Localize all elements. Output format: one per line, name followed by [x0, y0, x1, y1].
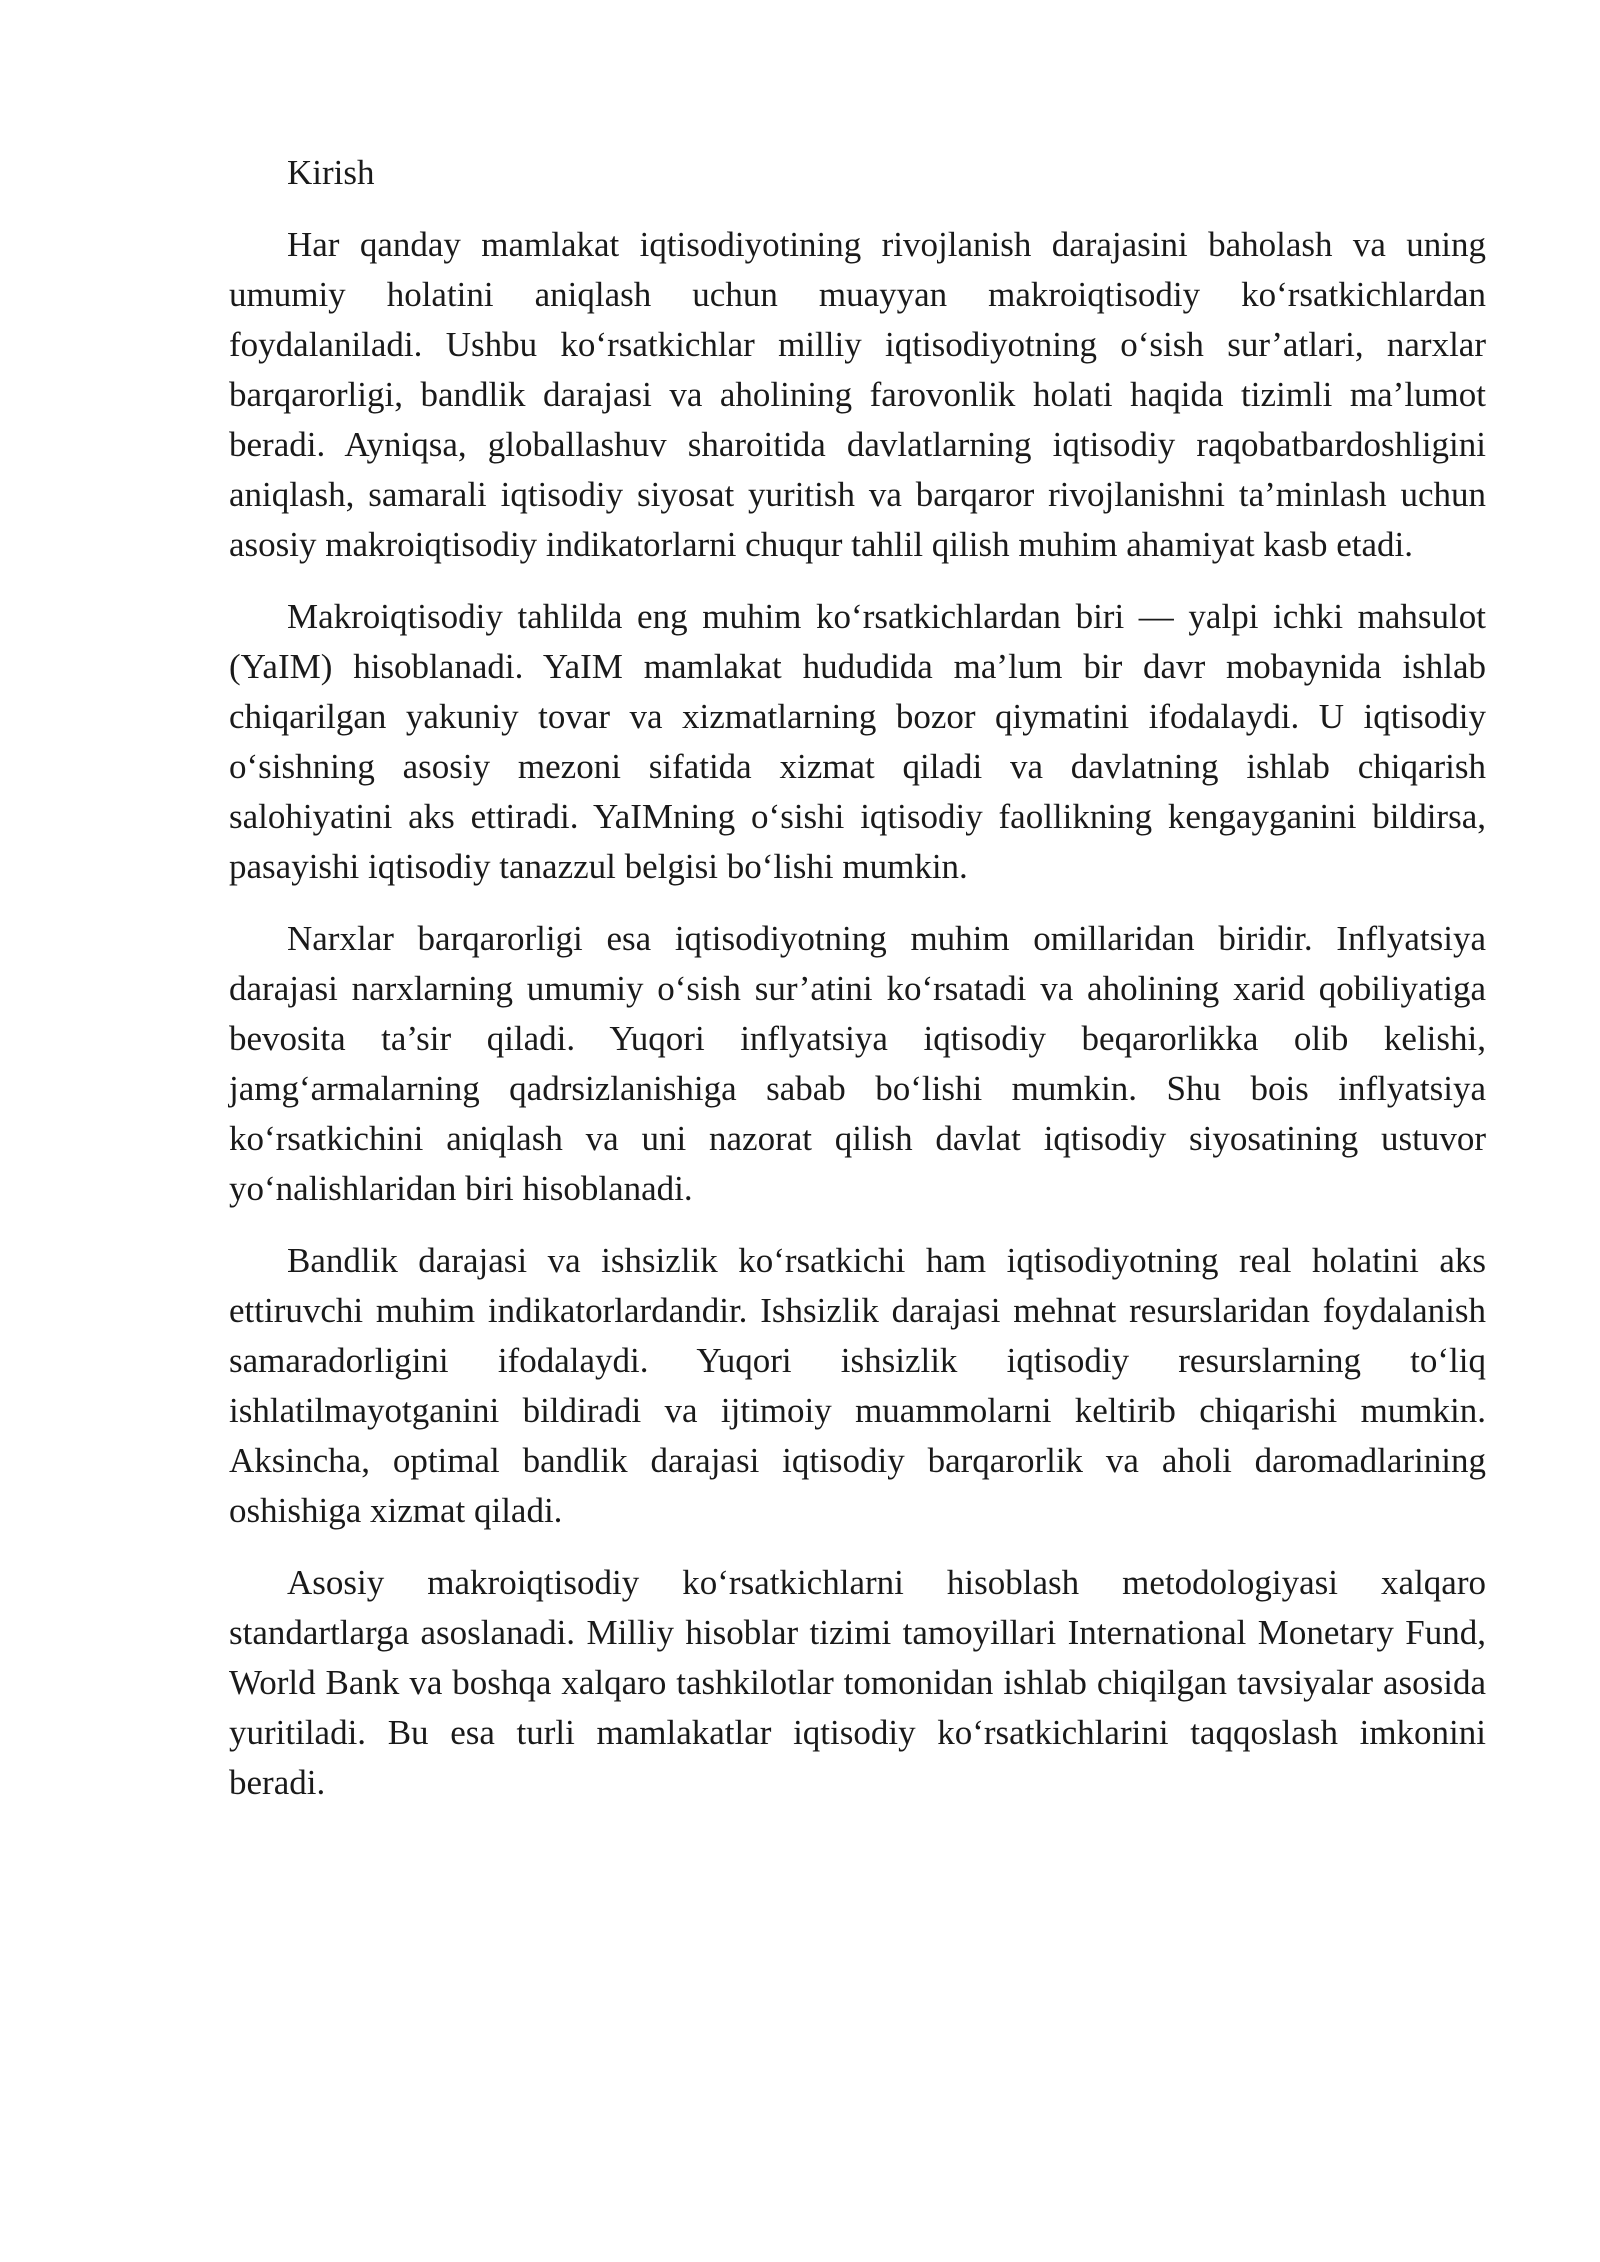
paragraph-3: Narxlar barqarorligi esa iqtisodiyotning muhim omillaridan biridir. Inflyatsiya darajasi narxlarning umumiy o‘sish sur’atini ko‘rsatadi va aholining xarid qobiliyatiga bevosita ta’sir qiladi. Yuqori inflyatsiya iqtisodiy beqarorlikka olib kelishi, jamg‘armalarning qadrsizlanishiga sabab bo‘lishi mumkin. Shu bois inflyatsiya ko‘rsatkichini aniqlash va uni nazorat qilish davlat iqtisodiy siyosatining ustuvor yo‘nalishlaridan biri hisoblanadi.: [229, 919, 1486, 1208]
paragraph-5: Asosiy makroiqtisodiy ko‘rsatkichlarni hisoblash metodologiyasi xalqaro standartlarga asoslanadi. Milliy hisoblar tizimi tamoyillari International Monetary Fund, World Bank va boshqa xalqaro tashkilotlar tomonidan ishlab chiqilgan tavsiyalar asosida yuritiladi. Bu esa turli mamlakatlar iqtisodiy ko‘rsatkichlarini taqqoslash imkonini beradi.: [229, 1563, 1486, 1802]
document-body: [229, 148, 1486, 1830]
section-heading: Kirish: [287, 153, 375, 192]
paragraph-2: Makroiqtisodiy tahlilda eng muhim ko‘rsatkichlardan biri — yalpi ichki mahsulot (YaIM) hisoblanadi. YaIM mamlakat hududida ma’lum bir davr mobaynida ishlab chiqarilgan yakuniy tovar va xizmatlarning bozor qiymatini ifodalaydi. U iqtisodiy o‘sishning asosiy mezoni sifatida xizmat qiladi va davlatning ishlab chiqarish salohiyatini aks ettiradi. YaIMning o‘sishi iqtisodiy faollikning kengayganini bildirsa, pasayishi iqtisodiy tanazzul belgisi bo‘lishi mumkin.: [229, 597, 1486, 886]
paragraph-4: Bandlik darajasi va ishsizlik ko‘rsatkichi ham iqtisodiyotning real holatini aks ettiruvchi muhim indikatorlardandir. Ishsizlik darajasi mehnat resurslaridan foydalanish samaradorligini ifodalaydi. Yuqori ishsizlik iqtisodiy resurslarning to‘liq ishlatilmayotganini bildiradi va ijtimoiy muammolarni keltirib chiqarishi mumkin. Aksincha, optimal bandlik darajasi iqtisodiy barqarorlik va aholi daromadlarining oshishiga xizmat qiladi.: [229, 1241, 1486, 1530]
paragraph-1: Har qanday mamlakat iqtisodiyotining rivojlanish darajasini baholash va uning umumiy holatini aniqlash uchun muayyan makroiqtisodiy ko‘rsatkichlardan foydalaniladi. Ushbu ko‘rsatkichlar milliy iqtisodiyotning o‘sish sur’atlari, narxlar barqarorligi, bandlik darajasi va aholining farovonlik holati haqida tizimli ma’lumot beradi. Ayniqsa, globallashuv sharoitida davlatlarning iqtisodiy raqobatbardoshligini aniqlash, samarali iqtisodiy siyosat yuritish va barqaror rivojlanishni ta’minlash uchun asosiy makroiqtisodiy indikatorlarni chuqur tahlil qilish muhim ahamiyat kasb etadi.: [229, 225, 1486, 564]
